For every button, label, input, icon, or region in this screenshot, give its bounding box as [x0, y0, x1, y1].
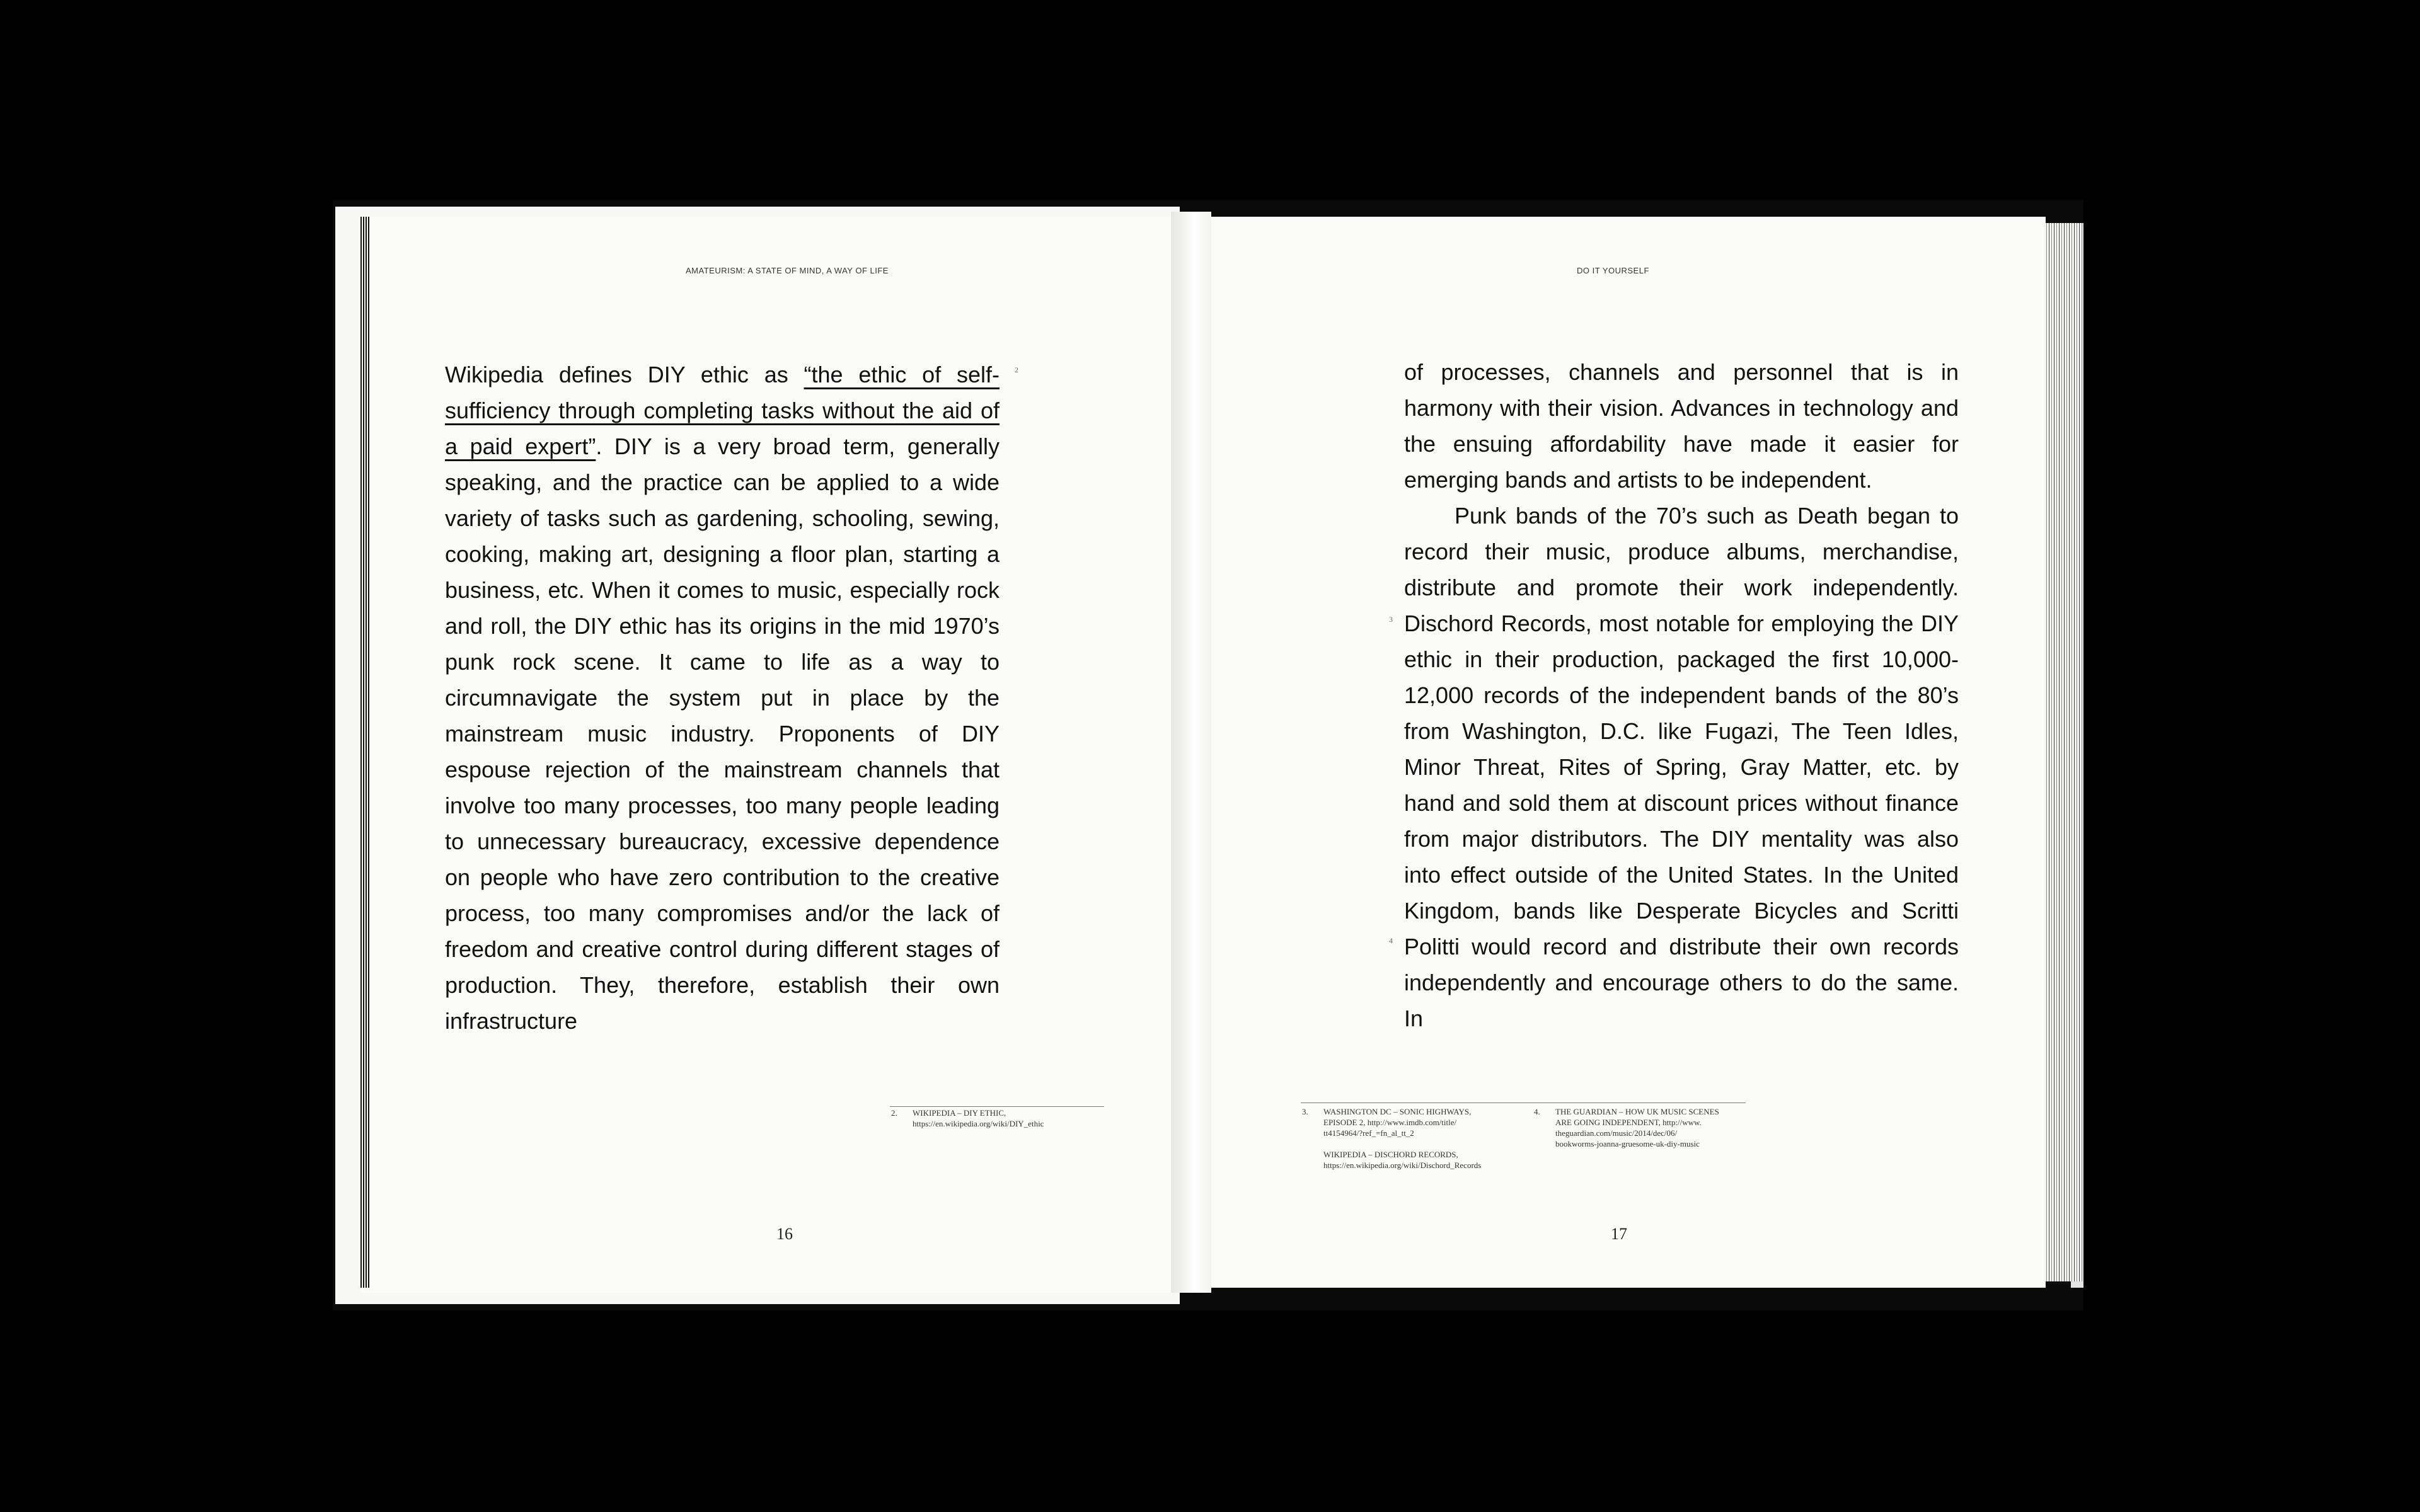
footnote-text: WASHINGTON DC – SONIC HIGHWAYS, EPISODE 2, http://www.imdb.com/title/ tt4154964/?ref_=fn_al_tt_2 WIKIPEDIA – DISCHORD RECORDS, https://en.wikipedia.org/wiki/Dischord_Records — [1323, 1107, 1482, 1170]
note-marker-3: 3 — [1389, 615, 1393, 624]
right-body-text — [1404, 354, 1959, 1036]
note-marker-2: 2 — [1015, 365, 1018, 374]
footnote-3 — [1302, 1106, 1516, 1171]
footnote-number: 3. — [1302, 1107, 1308, 1116]
note-marker-4: 4 — [1389, 936, 1393, 945]
footnote-text: WIKIPEDIA – DIY ETHIC, https://en.wikipedia.org/wiki/DIY_ethic — [913, 1108, 1044, 1128]
page-number-left: 16 — [776, 1225, 793, 1243]
footnote-text: THE GUARDIAN – HOW UK MUSIC SCENES ARE GOING INDEPENDENT, http://www. theguardian.com/music/2014/dec/06/ bookworms-joanna-gruesome-uk-diy-music — [1555, 1107, 1719, 1148]
footnote-4 — [1534, 1106, 1748, 1149]
right-body-paragraph-2-text: Punk bands of the 70’s such as Death began to record their music, produce albums, merchandise, distribute and promote their work independently. Dischord Records, most notable for employing the DIY ethic in their production, packaged the first 10,000-12,000 records of the independent bands of the 80’s from Washington, D.C. like Fugazi, The Teen Idles, Minor Threat, Rites of Spring, Gray Matter, etc. by hand and sold them at discount prices without finance from major distributors. The DIY mentality was also into effect outside of the United States. In the United Kingdom, bands like Desperate Bicycles and Scritti Politti would record and distribute their own records independently and encourage others to do the same. In — [1404, 503, 1959, 1031]
right-body-paragraph-1: of processes, channels and personnel that is in harmony with their vision. Advances in technology and the ensuing affordability have made it easier for emerging bands and artists to be independent. — [1404, 359, 1959, 493]
left-running-head: AMATEURISM: A STATE OF MIND, A WAY OF LIFE — [686, 266, 889, 275]
footnote-2 — [891, 1108, 1105, 1129]
right-footnote-rule — [1301, 1102, 1746, 1103]
left-footnote-rule — [890, 1106, 1104, 1107]
left-body-rest: . DIY is a very broad term, generally speaking, and the practice can be applied to a wide variety of tasks such as gardening, schooling, sewing, cooking, making art, designing a floor plan, starting a business, etc. When it comes to music, especially rock and roll, the DIY ethic has its origins in the mid 1970’s punk rock scene. It came to life as a way to circumnavigate the system put in place by the mainstream music industry. Proponents of DIY espouse rejection of the mainstream channels that involve too many processes, too many people leading to unnecessary bureaucracy, excessive dependence on people who have zero contribution to the creative process, too many compromises and/or the lack of freedom and creative control during different stages of production. They, therefore, establish their own infrastructure — [445, 433, 1000, 1034]
page-number-right: 17 — [1611, 1225, 1627, 1243]
left-page-edges — [360, 217, 369, 1288]
footnote-number: 2. — [891, 1108, 897, 1118]
book-gutter — [1171, 212, 1211, 1293]
right-page-edges — [2044, 223, 2082, 1281]
right-body-paragraph-2 — [1404, 498, 1959, 1036]
right-running-head: DO IT YOURSELF — [1577, 266, 1649, 275]
left-body-text — [445, 357, 1000, 1039]
wikipedia-quote: “the ethic of self-sufficiency through completing tasks without the aid of a paid expert” — [445, 362, 1000, 459]
footnote-number: 4. — [1534, 1107, 1540, 1116]
left-body-intro: Wikipedia defines DIY ethic as — [445, 362, 804, 387]
